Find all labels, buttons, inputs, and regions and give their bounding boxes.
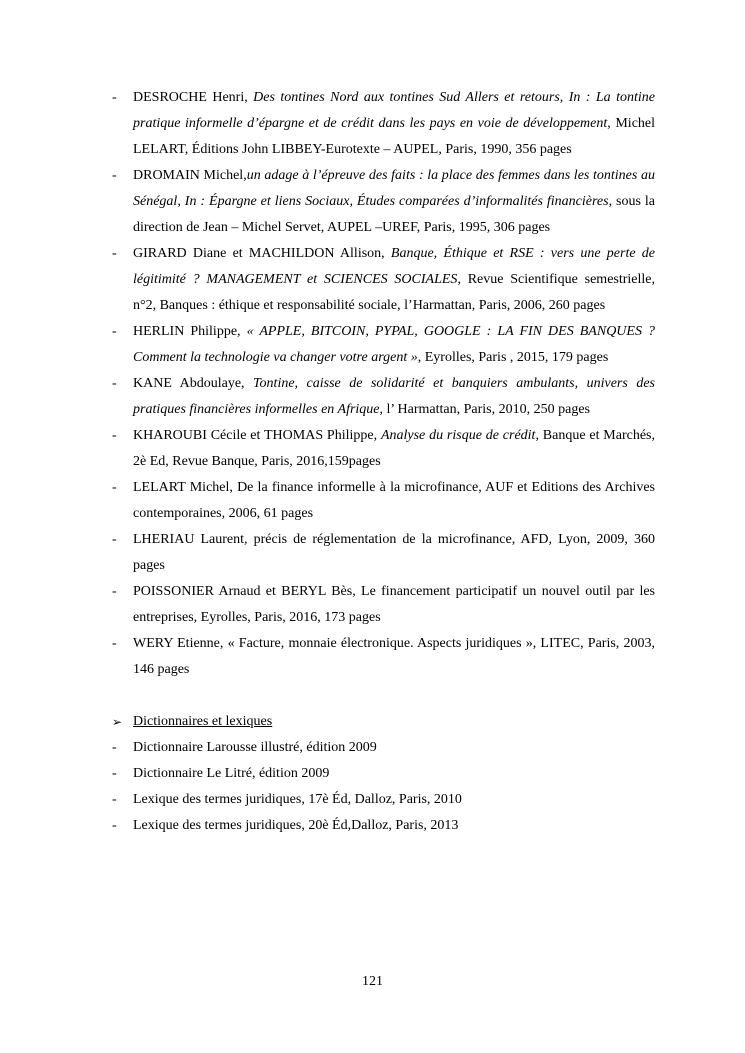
dictionary-entry	[112, 787, 655, 813]
entry-dash: -	[112, 246, 117, 261]
bibliography-entry	[112, 85, 655, 163]
bibliography-entry	[112, 319, 655, 371]
entry-dash: -	[112, 818, 117, 833]
entry-author: GIRARD Diane et MACHILDON Allison,	[133, 246, 391, 261]
entry-author: KANE Abdoulaye,	[133, 376, 254, 391]
entry-dash: -	[112, 636, 117, 651]
entry-text: Lexique des termes juridiques, 20è Éd,Dalloz, Paris, 2013	[133, 818, 459, 833]
entry-text: Lexique des termes juridiques, 17è Éd, Dalloz, Paris, 2010	[133, 792, 462, 807]
dictionaries-list	[112, 735, 655, 839]
entry-text	[133, 168, 655, 235]
entry-dash: -	[112, 584, 117, 599]
entry-dash: -	[112, 428, 117, 443]
page-number: 121	[362, 974, 383, 989]
bibliography-entry	[112, 241, 655, 319]
entry-title: Banque, Éthique et RSE : vers une perte de légitimité ? MANAGEMENT et SCIENCES SOCIALES	[133, 246, 655, 287]
bibliography-entry	[112, 163, 655, 241]
section-heading-text: Dictionnaires et lexiques	[133, 714, 273, 729]
bibliography-entry	[112, 475, 655, 527]
entry-title: un adage à l’épreuve des faits : la place des femmes dans les tontines au Sénégal, In : Épargne et liens Sociaux, Études comparées d’informalités financières	[133, 168, 655, 209]
entry-publisher: , Michel LELART, Éditions John LIBBEY-Eurotexte – AUPEL, Paris, 1990, 356 pages	[133, 116, 656, 157]
entry-dash: -	[112, 532, 117, 547]
bibliography-entry	[112, 631, 655, 683]
entry-author: KHAROUBI Cécile et THOMAS Philippe,	[133, 428, 381, 443]
entry-text	[133, 324, 655, 365]
bibliography-entry	[112, 371, 655, 423]
entry-dash: -	[112, 324, 117, 339]
bibliography-entry	[112, 423, 655, 475]
entry-text: LELART Michel, De la finance informelle à la microfinance, AUF et Editions des Archives contemporaines, 2006, 61 pages	[133, 480, 655, 521]
entry-text	[133, 428, 655, 469]
entry-text	[133, 376, 655, 417]
bibliography-content	[112, 85, 655, 839]
entry-author: HERLIN Philippe,	[133, 324, 247, 339]
entry-dash: -	[112, 376, 117, 391]
entry-title: Analyse du risque de crédit	[380, 428, 536, 443]
entry-text	[133, 90, 655, 157]
entry-author: DROMAIN Michel,	[133, 168, 247, 183]
arrow-bullet-icon: ➢	[112, 715, 123, 729]
bibliography-list	[112, 85, 655, 683]
bibliography-entry	[112, 579, 655, 631]
dictionary-entry	[112, 735, 655, 761]
dictionary-entry	[112, 761, 655, 787]
entry-publisher: , l’ Harmattan, Paris, 2010, 250 pages	[379, 402, 591, 417]
entry-dash: -	[112, 792, 117, 807]
entry-dash: -	[112, 480, 117, 495]
entry-dash: -	[112, 168, 117, 183]
entry-publisher: , Banque et Marchés, 2è Ed, Revue Banque, Paris, 2016,159pages	[133, 428, 655, 469]
entry-text: WERY Etienne, « Facture, monnaie électronique. Aspects juridiques », LITEC, Paris, 2003, 146 pages	[133, 636, 655, 677]
entry-text: POISSONIER Arnaud et BERYL Bès, Le financement participatif un nouvel outil par les entreprises, Eyrolles, Paris, 2016, 173 pages	[133, 584, 655, 625]
entry-title: « APPLE, BITCOIN, PYPAL, GOOGLE : LA FIN DES BANQUES ? Comment la technologie va changer votre argent »	[133, 324, 655, 365]
entry-dash: -	[112, 740, 117, 755]
entry-text: Dictionnaire Le Litré, édition 2009	[133, 766, 330, 781]
entry-text: Dictionnaire Larousse illustré, édition 2009	[133, 740, 377, 755]
entry-author: DESROCHE Henri,	[133, 90, 254, 105]
entry-dash: -	[112, 90, 117, 105]
dictionary-entry	[112, 813, 655, 839]
section-heading-dictionaries	[112, 709, 655, 735]
entry-publisher: , Revue Scientifique semestrielle, n°2, Banques : éthique et responsabilité sociale, l’Harmattan, Paris, 2006, 260 pages	[133, 272, 656, 313]
entry-publisher: , sous la direction de Jean – Michel Servet, AUPEL –UREF, Paris, 1995, 306 pages	[133, 194, 655, 235]
entry-publisher: , Eyrolles, Paris , 2015, 179 pages	[417, 350, 609, 365]
entry-text	[133, 246, 655, 313]
entry-dash: -	[112, 766, 117, 781]
bibliography-entry	[112, 527, 655, 579]
entry-title: Des tontines Nord aux tontines Sud Allers et retours, In : La tontine pratique informelle d’épargne et de crédit dans les pays en voie de développement	[133, 90, 655, 131]
entry-text: LHERIAU Laurent, précis de réglementation de la microfinance, AFD, Lyon, 2009, 360 pages	[133, 532, 655, 573]
entry-title: Tontine, caisse de solidarité et banquiers ambulants, univers des pratiques financières informelles en Afrique	[133, 376, 655, 417]
